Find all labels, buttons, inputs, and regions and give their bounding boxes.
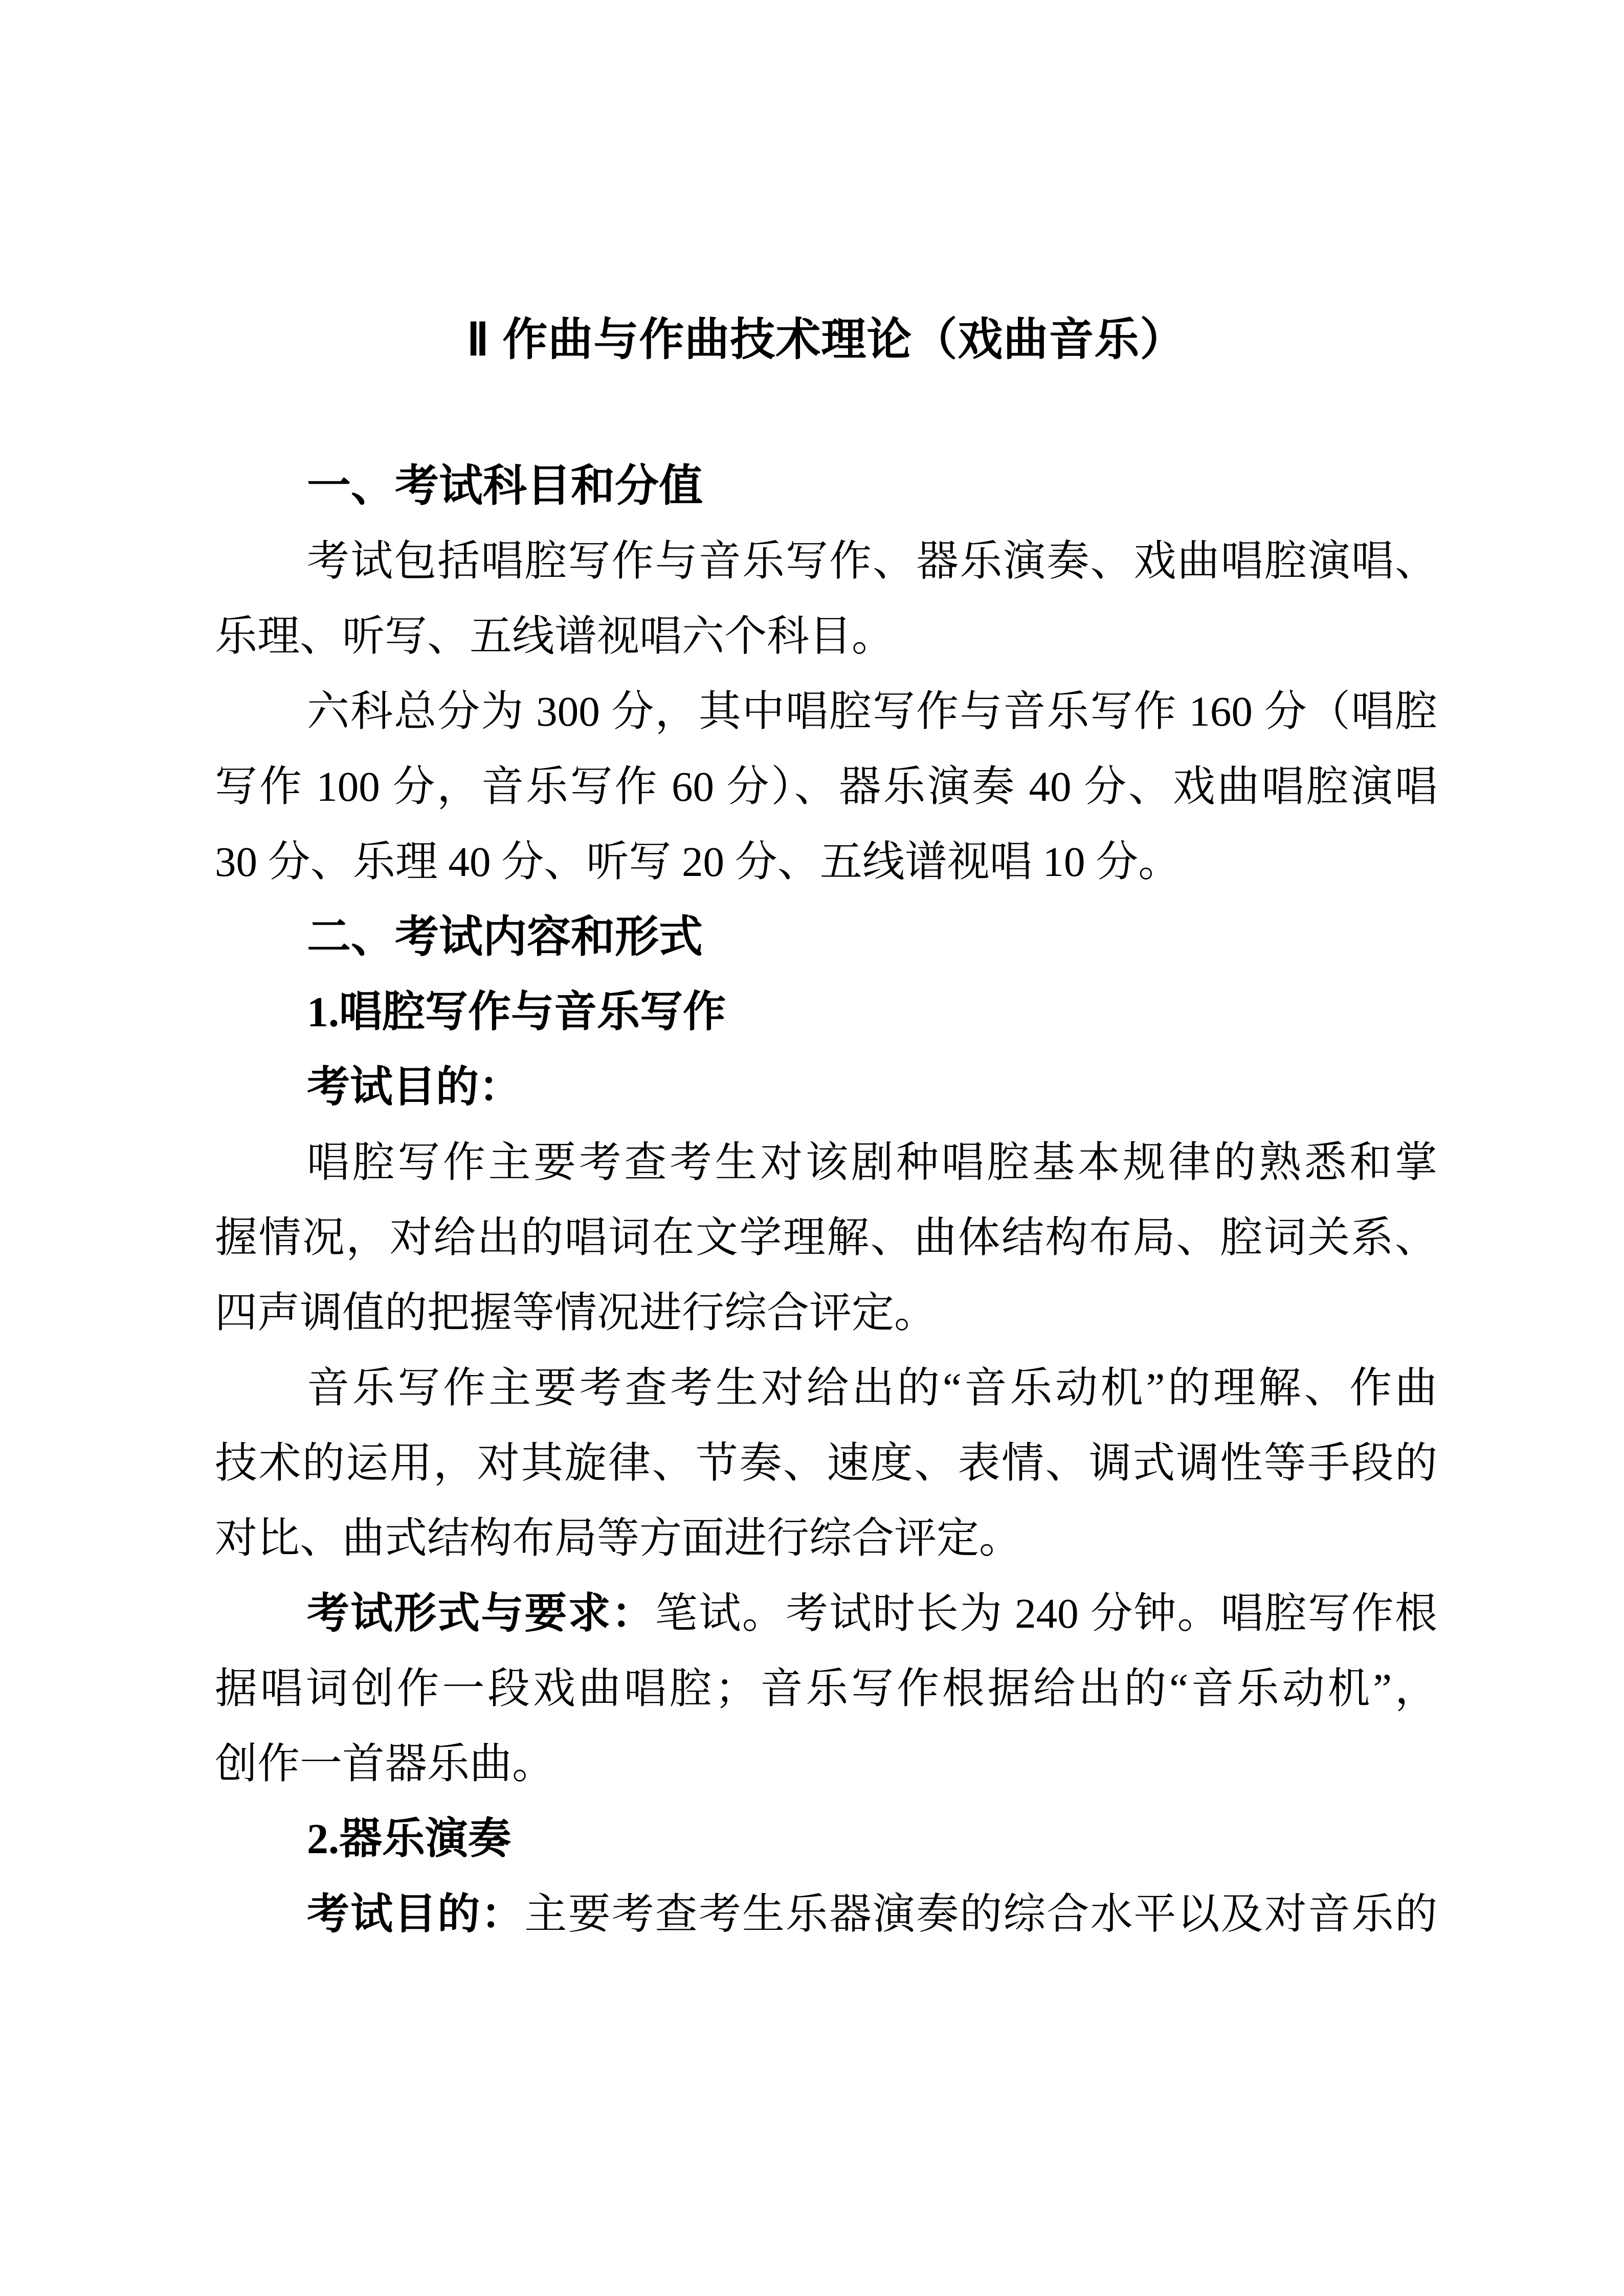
body-line: 据唱词创作一段戏曲唱腔；音乐写作根据给出的“音乐动机”，: [215, 1665, 1437, 1712]
document-content: [215, 302, 1437, 1952]
body-line: 唱腔写作主要考查考生对该剧种唱腔基本规律的熟悉和掌: [307, 1139, 1437, 1186]
section-heading: 一、考试科目和分值: [307, 461, 703, 510]
lead-in-label: 考试目的：: [307, 1890, 525, 1938]
body-line: 六科总分为 300 分，其中唱腔写作与音乐写作 160 分（唱腔: [307, 688, 1437, 735]
section-heading: 二、考试内容和形式: [307, 912, 703, 961]
body-line: 30 分、乐理 40 分、听写 20 分、五线谱视唱 10 分。: [215, 838, 1181, 885]
body-line: 握情况，对给出的唱词在文学理解、曲体结构布局、腔词关系、: [215, 1214, 1437, 1261]
lead-in-label: 考试形式与要求：: [307, 1590, 655, 1637]
body-line: [215, 1877, 1437, 1952]
body-line: 对比、曲式结构布局等方面进行综合评定。: [215, 1515, 1021, 1562]
body-line: 乐理、听写、五线谱视唱六个科目。: [215, 613, 894, 660]
body-line: 音乐写作主要考查考生对给出的“音乐动机”的理解、作曲: [307, 1364, 1437, 1411]
title-gap: [215, 377, 1437, 448]
line-text: 笔试。考试时长为 240 分钟。唱腔写作根: [655, 1590, 1437, 1637]
body-line: 考试包括唱腔写作与音乐写作、器乐演奏、戏曲唱腔演唱、: [307, 537, 1437, 584]
body-line: [215, 1576, 1437, 1651]
sub-heading: 1.唱腔写作与音乐写作: [307, 988, 726, 1036]
document-title: Ⅱ 作曲与作曲技术理论（戏曲音乐）: [466, 314, 1186, 365]
sub-heading: 考试目的：: [307, 1064, 522, 1111]
body-line: 技术的运用，对其旋律、节奏、速度、表情、调式调性等手段的: [215, 1439, 1437, 1487]
sub-heading: 2.器乐演奏: [307, 1815, 511, 1863]
body-line: 四声调值的把握等情况进行综合评定。: [215, 1289, 937, 1336]
body-line: 创作一首器乐曲。: [215, 1740, 554, 1787]
document-body: [215, 448, 1437, 1952]
body-line: 写作 100 分，音乐写作 60 分）、器乐演奏 40 分、戏曲唱腔演唱: [215, 763, 1437, 810]
line-text: 主要考查考生乐器演奏的综合水平以及对音乐的: [524, 1890, 1438, 1938]
